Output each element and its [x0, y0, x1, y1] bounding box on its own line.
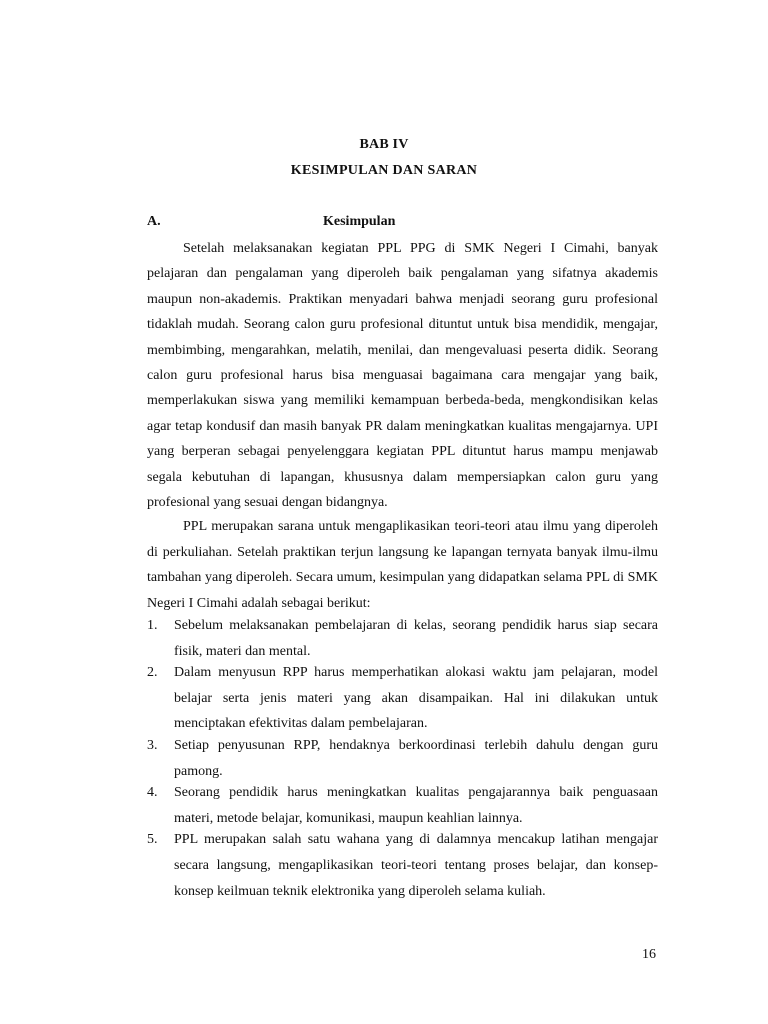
list-item-number: 1.: [147, 618, 158, 634]
section-letter: A.: [147, 214, 161, 229]
list-item-text: Setiap penyusunan RPP, hendaknya berkoordinasi terlebih dahulu dengan guru pamong.: [174, 738, 658, 779]
chapter-number: BAB IV: [359, 137, 409, 152]
chapter-title: KESIMPULAN DAN SARAN: [290, 163, 478, 178]
list-item-number: 5.: [147, 832, 158, 848]
list-item: [147, 780, 658, 831]
list-item-text: PPL merupakan salah satu wahana yang di dalamnya mencakup latihan mengajar secara langsung, mengaplikasikan teori-teori tentang proses belajar, dan konsep-konsep keilmuan teknik elektronika yang diperoleh selama kuliah.: [174, 832, 658, 899]
list-item: [147, 613, 658, 664]
section-title: Kesimpulan: [323, 214, 396, 229]
list-item-number: 4.: [147, 785, 158, 801]
page-number: 16: [642, 947, 656, 962]
paragraph: PPL merupakan sarana untuk mengaplikasikan teori-teori atau ilmu yang diperoleh di perkuliahan. Setelah praktikan terjun langsung ke lapangan ternyata banyak ilmu-ilmu tambahan yang diperoleh. Secara umum, kesimpulan yang didapatkan selama PPL di SMK Negeri I Cimahi adalah sebagai berikut:: [147, 519, 658, 611]
conclusion-list: [147, 613, 658, 904]
list-item: [147, 827, 658, 904]
paragraph: Setelah melaksanakan kegiatan PPL PPG di SMK Negeri I Cimahi, banyak pelajaran dan pengalaman yang diperoleh baik pengalaman yang sifatnya akademis maupun non-akademis. Praktikan menyadari bahwa menjadi seorang guru profesional tidaklah mudah. Seorang calon guru profesional dituntut untuk bisa mendidik, mengajar, membimbing, mengarahkan, melatih, menilai, dan mengevaluasi peserta didik. Seorang calon guru profesional harus bisa menguasai bagaimana cara mengajar yang baik, memperlakukan siswa yang memiliki kemampuan berbeda-beda, mengkondisikan kelas agar tetap kondusif dan masih banyak PR dalam meningkatkan kualitas mengajarnya. UPI yang berperan sebagai penyelenggara kegiatan PPL dituntut harus mampu menjawab segala kebutuhan di lapangan, khususnya dalam mempersiapkan calon guru yang profesional yang sesuai dengan bidangnya.: [147, 241, 658, 511]
list-item-text: Seorang pendidik harus meningkatkan kualitas pengajarannya baik penguasaan materi, metode belajar, komunikasi, maupun keahlian lainnya.: [174, 785, 658, 826]
section-heading: [147, 214, 657, 230]
list-item: [147, 660, 658, 737]
list-item-text: Dalam menyusun RPP harus memperhatikan alokasi waktu jam pelajaran, model belajar serta jenis materi yang akan disampaikan. Hal ini dilakukan untuk menciptakan efektivitas dalam pembelajaran.: [174, 665, 658, 732]
list-item-number: 3.: [147, 738, 158, 754]
list-item-text: Sebelum melaksanakan pembelajaran di kelas, seorang pendidik harus siap secara fisik, materi dan mental.: [174, 618, 658, 659]
list-item-number: 2.: [147, 665, 158, 681]
body-text: [147, 236, 658, 904]
list-item: [147, 733, 658, 784]
